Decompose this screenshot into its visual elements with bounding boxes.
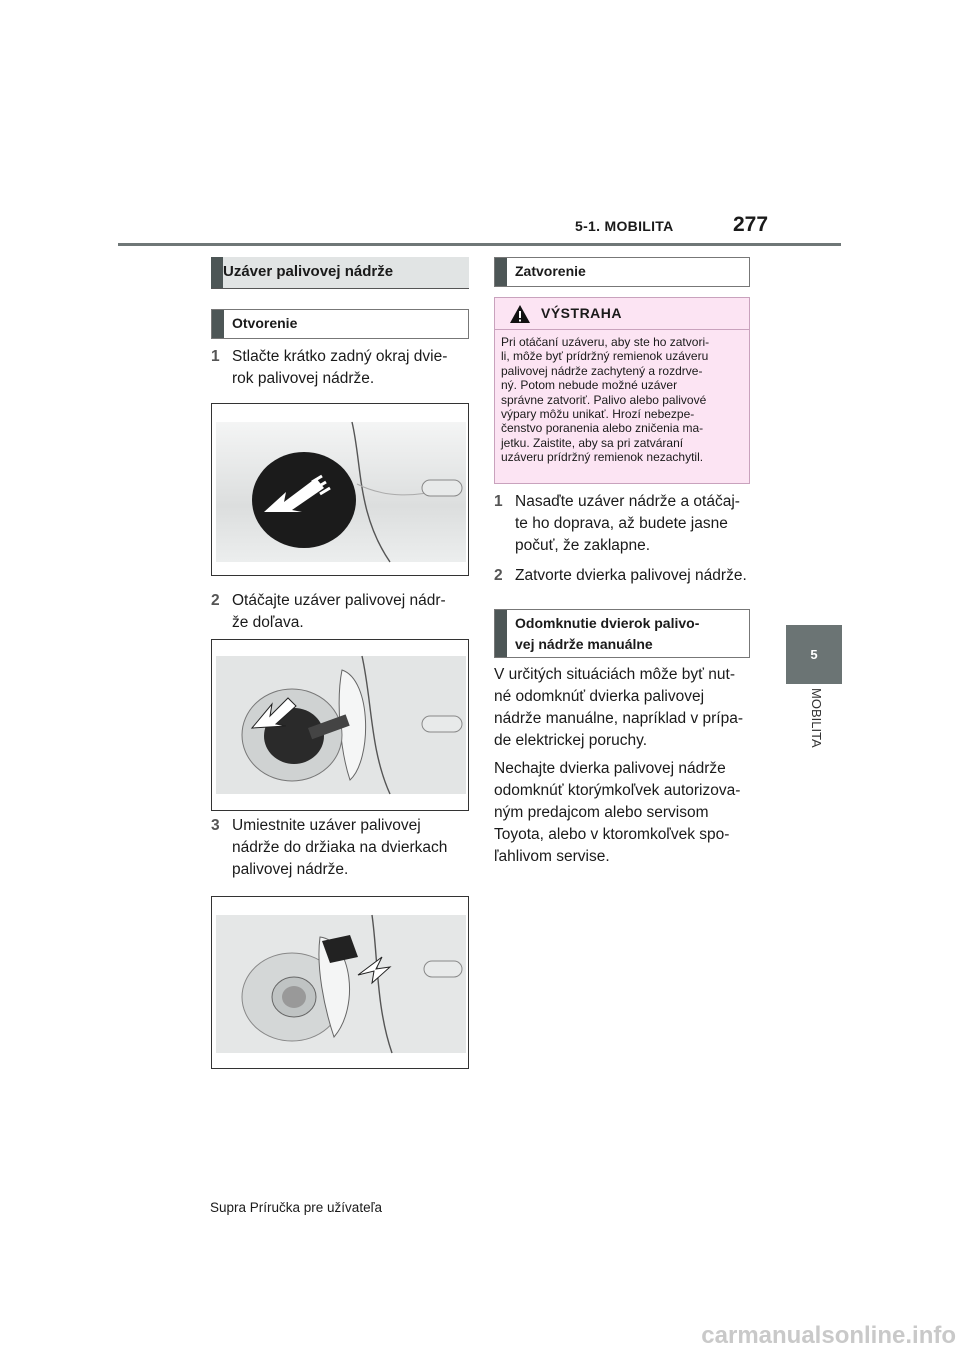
step-open-1 xyxy=(211,346,469,390)
page-number: 277 xyxy=(733,213,769,236)
step-line: Nasaďte uzáver nádrže a otáčaj- xyxy=(515,493,740,510)
step-number: 3 xyxy=(211,817,220,834)
paragraph-manual-unlock: V určitých situáciách môže byť nut- né odomknúť dvierka palivovej nádrže manuálne, napríklad v prípa- de elektrickej poruchy. xyxy=(494,666,744,749)
step-line: Zatvorte dvierka palivovej nádrže. xyxy=(515,567,747,584)
step-number: 1 xyxy=(494,493,503,510)
step-line: palivovej nádrže. xyxy=(232,861,349,878)
subheading-closing xyxy=(494,257,750,287)
step-line: že doľava. xyxy=(232,614,304,631)
section-heading xyxy=(211,257,469,289)
step-close-2 xyxy=(494,565,750,587)
warning-triangle-icon xyxy=(509,304,531,324)
figure-place-cap xyxy=(211,896,469,1069)
step-open-3 xyxy=(211,815,469,881)
step-line: te ho doprava, až budete jasne xyxy=(515,515,728,532)
figure-turn-cap xyxy=(211,639,469,811)
footer-manual-title: Supra Príručka pre užívateľa xyxy=(210,1200,383,1215)
warning-title: VÝSTRAHA xyxy=(541,305,623,321)
chapter-tab[interactable] xyxy=(786,625,842,684)
paragraph-service: Nechajte dvierka palivovej nádrže odomknúť ktorýmkoľvek autorizova- ným predajcom alebo servisom Toyota, alebo v ktoromkoľvek spo- ľahlivom servise. xyxy=(494,760,741,865)
warning-box xyxy=(494,297,750,484)
figure-press-door xyxy=(211,403,469,576)
section-title: 5-1. MOBILITA xyxy=(575,218,674,234)
illustration-fuel-door-press xyxy=(212,404,468,575)
illustration-cap-holder xyxy=(212,897,468,1068)
step-line: rok palivovej nádrže. xyxy=(232,370,375,387)
header-divider xyxy=(118,243,841,246)
illustration-cap-turn-left xyxy=(212,640,468,810)
heading-bar xyxy=(211,257,223,288)
step-number: 1 xyxy=(211,348,220,365)
step-number: 2 xyxy=(494,567,503,584)
step-line: nádrže do držiaka na dvierkach xyxy=(232,839,448,856)
watermark: carmanualsonline.info xyxy=(701,1322,956,1349)
step-line: Stlačte krátko zadný okraj dvie- xyxy=(232,348,448,365)
step-line: Otáčajte uzáver palivovej nádr- xyxy=(232,592,446,609)
step-line: Umiestnite uzáver palivovej xyxy=(232,817,421,834)
warning-text: Pri otáčaní uzáveru, aby ste ho zatvori- li, môže byť prídržný remienok uzáveru palivovej nádrže zachytený a rozdrve- ný. Potom nebude možné uzáver správne zatvoriť. Palivo alebo palivové výpary môžu unikať. Hrozí nebezpe- čenstvo poranenia alebo zničenia ma- jetku. Zaistite, aby sa pri zatváraní uzáveru prídržný remienok nezachytil. xyxy=(501,335,710,465)
subheading-opening xyxy=(211,309,469,339)
subheading-opening-text: Otvorenie xyxy=(232,315,298,331)
subheading-manual-unlock-text: Odomknutie dvierok palivo- vej nádrže manuálne xyxy=(515,615,700,652)
chapter-side-label: MOBILITA xyxy=(809,688,824,748)
step-number: 2 xyxy=(211,592,220,609)
subheading-closing-text: Zatvorenie xyxy=(515,263,586,279)
section-heading-text: Uzáver palivovej nádrže xyxy=(223,263,394,280)
subheading-manual-unlock xyxy=(494,609,750,658)
warning-header xyxy=(495,298,749,330)
step-open-2 xyxy=(211,590,469,634)
step-close-1 xyxy=(494,491,750,557)
chapter-number: 5 xyxy=(810,647,818,662)
step-line: počuť, že zaklapne. xyxy=(515,537,651,554)
